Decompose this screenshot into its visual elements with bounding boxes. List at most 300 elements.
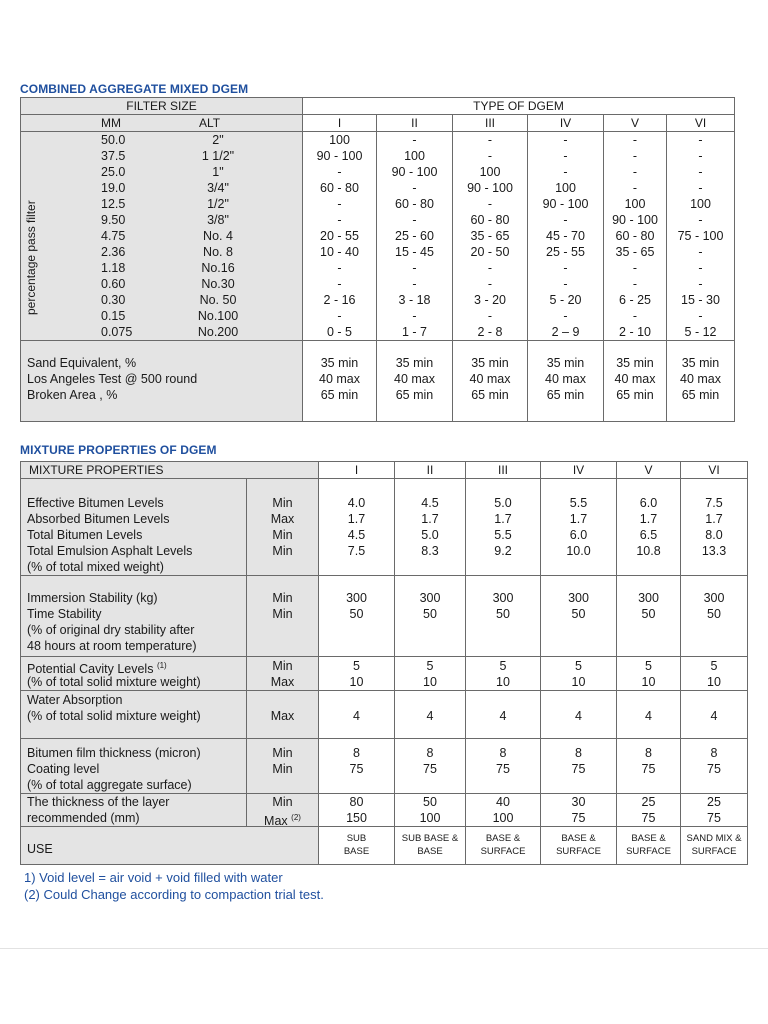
mixture-value: 10 — [496, 675, 510, 689]
mixture-value: 300 — [419, 591, 441, 605]
mixture-value: 13.3 — [701, 544, 727, 558]
use-cell-iv: BASE & SURFACE — [541, 827, 617, 865]
gradation-value: 10 - 40 — [320, 245, 359, 259]
use-label: USE — [27, 842, 53, 856]
mixture-value-cell — [541, 794, 617, 827]
mixture-value-cell — [541, 691, 617, 739]
aggregate-property-value: 40 max — [680, 372, 721, 386]
gradation-value: 25 - 55 — [546, 245, 585, 259]
mixture-property-label: (% of total mixed weight) — [27, 560, 164, 574]
mixture-value-cell — [466, 479, 541, 576]
mixture-value: 50 — [423, 607, 437, 621]
mm-header: MM — [101, 116, 121, 130]
use-cell-iii: BASE & SURFACE — [466, 827, 541, 865]
mixture-value: 25 — [641, 795, 656, 809]
mixture-property-label-cell — [21, 794, 247, 827]
mixture-value-cell — [395, 691, 466, 739]
gradation-value: - — [487, 149, 493, 163]
mixture-value: 4 — [426, 709, 434, 723]
gradation-value: 2 – 9 — [551, 325, 580, 339]
alt-header: ALT — [199, 116, 221, 130]
gradation-value: 100 — [690, 197, 711, 211]
mixture-row — [21, 794, 748, 827]
mixture-value: 50 — [641, 607, 656, 621]
alt-value: 3/8" — [207, 213, 229, 227]
gradation-value: - — [337, 277, 342, 291]
use-cell-i: SUB BASE — [319, 827, 395, 865]
mixture-value-cell — [466, 576, 541, 657]
mm-value: 0.075 — [101, 325, 133, 339]
limit-value: Min — [272, 746, 293, 760]
aggregate-property-value: 35 min — [616, 356, 654, 370]
gradation-value: - — [487, 309, 493, 323]
gradation-value: - — [632, 277, 638, 291]
alt-value: 2" — [212, 133, 224, 147]
gradation-value: - — [698, 149, 703, 163]
gradation-value: - — [698, 181, 703, 195]
gradation-value: - — [412, 181, 417, 195]
mm-value: 0.15 — [101, 309, 126, 323]
use-cell-v: BASE & SURFACE — [617, 827, 681, 865]
gradation-value: - — [337, 165, 342, 179]
aggregate-property-value: 40 max — [319, 372, 360, 386]
mixture-value-cell — [319, 576, 395, 657]
type-header-i: I — [303, 115, 377, 132]
mixture-value: 4 — [499, 709, 507, 723]
aggregate-property-value: 65 min — [395, 388, 434, 402]
mixture-value: 50 — [496, 607, 510, 621]
mixture-value: 10 — [571, 675, 586, 689]
mixture-value-cell — [319, 691, 395, 739]
mixture-value: 8 — [353, 746, 360, 760]
mm-value: 9.50 — [101, 213, 126, 227]
gradation-value: 20 - 55 — [320, 229, 359, 243]
alt-value: No.16 — [201, 261, 235, 275]
limit-value: Min — [272, 795, 293, 809]
mixture-value: 4 — [645, 709, 652, 723]
gradation-column-i — [303, 132, 376, 340]
gradation-value: - — [698, 133, 703, 147]
gradation-value: 2 - 16 — [323, 293, 356, 307]
gradation-column-vi — [667, 132, 734, 340]
mixture-value: 300 — [638, 591, 659, 605]
footnote-2: (2) Could Change according to compaction trial test. — [24, 887, 324, 902]
mixture-value-cell — [681, 479, 748, 576]
filter-size-header: FILTER SIZE — [21, 98, 303, 115]
aggregate-property-value: 35 min — [681, 356, 720, 370]
aggregate-property-value: 40 max — [545, 372, 586, 386]
mixture-value-cell — [466, 794, 541, 827]
mixture-value: 5 — [426, 659, 434, 673]
table2-title: MIXTURE PROPERTIES OF DGEM — [20, 443, 217, 457]
gradation-value: 5 - 12 — [684, 325, 717, 339]
mixture-property-label: Coating level — [27, 762, 100, 776]
mixture-value: 1.7 — [639, 512, 658, 526]
gradation-value: 35 - 65 — [470, 229, 510, 243]
limit-value: Min — [272, 496, 293, 510]
m-type-header-ii: II — [395, 462, 466, 479]
limit-value: Min — [272, 659, 293, 673]
gradation-value: 2 - 10 — [619, 325, 651, 339]
mixture-value-cell — [681, 691, 748, 739]
mixture-value-cell — [319, 479, 395, 576]
mixture-value-cell — [681, 576, 748, 657]
aggregate-property-value: 40 max — [469, 372, 511, 386]
mixture-property-label: Total Bitumen Levels — [27, 528, 143, 542]
limit-value: Max — [270, 709, 295, 723]
gradation-value: - — [412, 133, 417, 147]
gradation-value: - — [632, 181, 638, 195]
mixture-value-cell — [395, 479, 466, 576]
mixture-value: 6.0 — [639, 496, 658, 510]
gradation-value: - — [337, 197, 342, 211]
gradation-value: 45 - 70 — [546, 229, 585, 243]
mixture-value-cell — [541, 479, 617, 576]
mixture-value: 8 — [645, 746, 652, 760]
gradation-value: - — [632, 309, 638, 323]
mm-value: 25.0 — [101, 165, 126, 179]
mixture-value: 1.7 — [494, 512, 512, 526]
footnote-ref: (2) — [291, 813, 301, 822]
mixture-value: 10 — [349, 675, 364, 689]
limit-value: Min — [272, 528, 293, 542]
gradation-value: 3 - 18 — [398, 293, 431, 307]
gradation-value: - — [412, 213, 417, 227]
mixture-value: 75 — [496, 762, 510, 776]
mixture-value: 5 — [710, 659, 718, 673]
gradation-value: 15 - 45 — [395, 245, 434, 259]
gradation-value: - — [412, 261, 417, 275]
gradation-value: - — [487, 197, 493, 211]
mixture-value-cell — [541, 576, 617, 657]
gradation-value: - — [487, 277, 493, 291]
gradation-column-v — [604, 132, 666, 340]
type-header-iv: IV — [528, 115, 604, 132]
alt-value: No.100 — [197, 309, 239, 323]
mixture-value: 10 — [423, 675, 437, 689]
mixture-property-label: Potential Cavity Levels $^{(1)}$ — [27, 661, 167, 677]
limit-cell — [247, 479, 319, 576]
limit-cell — [247, 739, 319, 794]
mixture-value-cell — [395, 794, 466, 827]
mixture-value-cell — [681, 657, 748, 691]
mixture-value: 100 — [492, 811, 514, 825]
mixture-value: 150 — [346, 811, 367, 825]
mixture-value-cell — [681, 794, 748, 827]
type-header-vi: VI — [667, 115, 735, 132]
aggregate-property-value: 40 max — [614, 372, 656, 386]
mixture-value: 75 — [707, 811, 721, 825]
mixture-property-label-cell — [21, 657, 247, 691]
broken-area-label: Broken Area , % — [27, 388, 118, 402]
gradation-value: 35 - 65 — [615, 245, 655, 259]
mixture-value-cell — [395, 739, 466, 794]
alt-column — [171, 132, 265, 340]
mm-value: 12.5 — [101, 197, 126, 211]
mixture-value: 5 — [645, 659, 652, 673]
gradation-value: 100 — [479, 165, 501, 179]
gradation-value: - — [487, 133, 493, 147]
mixture-value-cell — [466, 739, 541, 794]
mixture-value: 5.5 — [569, 496, 588, 510]
gradation-value: - — [563, 133, 568, 147]
gradation-value: 100 — [329, 133, 350, 147]
mm-value: 4.75 — [101, 229, 126, 243]
aggregate-property-value: 65 min — [471, 388, 509, 402]
gradation-value: 3 - 20 — [474, 293, 506, 307]
mixture-value: 75 — [571, 762, 586, 776]
mixture-property-label-cell — [21, 576, 247, 657]
mm-value: 2.36 — [101, 245, 126, 259]
m-type-header-vi: VI — [681, 462, 748, 479]
gradation-value: - — [337, 309, 342, 323]
mixture-value-cell — [617, 479, 681, 576]
mixture-value-cell — [319, 794, 395, 827]
mixture-value: 10.0 — [566, 544, 591, 558]
mixture-value: 8 — [575, 746, 582, 760]
gradation-value: 60 - 80 — [470, 213, 510, 227]
mixture-value: 50 — [571, 607, 586, 621]
mixture-property-label: (% of original dry stability after — [27, 623, 195, 637]
gradation-value: - — [563, 149, 568, 163]
gradation-value: - — [337, 261, 342, 275]
mixture-value: 5.5 — [494, 528, 512, 542]
alt-value: 1 1/2" — [201, 149, 235, 163]
gradation-value: - — [632, 261, 638, 275]
mixture-property-label: Time Stability — [27, 607, 102, 621]
m-type-header-iv: IV — [541, 462, 617, 479]
gradation-value: 90 - 100 — [542, 197, 589, 211]
mm-column — [101, 132, 132, 340]
mixture-value-cell — [617, 657, 681, 691]
gradation-value: - — [698, 277, 703, 291]
mixture-property-label: (% of total solid mixture weight) — [27, 675, 201, 689]
mixture-property-label: 48 hours at room temperature) — [27, 639, 197, 653]
alt-value: No.200 — [197, 325, 239, 339]
gradation-value: 90 - 100 — [467, 181, 513, 195]
mixture-property-label: Immersion Stability (kg) — [27, 591, 158, 605]
gradation-value: 60 - 80 — [615, 229, 655, 243]
mixture-value: 8.0 — [705, 528, 723, 542]
sieve-size-cell: percentage pass filter 50.0 37.5 25.0 19.0 12.5 9.50 4.75 2.36 1.18 0.60 0.30 0.15 0.075 2" 1 1/2" 1" 3/4" 1/2" 3/8" No. 4 No. 8 No.16 No.30 No. 50 No.100 No.200 — [21, 132, 303, 341]
mixture-value-cell — [466, 657, 541, 691]
mixture-value-cell — [617, 576, 681, 657]
gradation-value: - — [698, 213, 703, 227]
mixture-value-cell — [395, 657, 466, 691]
mixture-value: 300 — [703, 591, 725, 605]
use-label-cell — [21, 827, 319, 865]
use-cell-ii: SUB BASE & BASE — [395, 827, 466, 865]
aggregate-property-value: 35 min — [395, 356, 434, 370]
gradation-value: 90 - 100 — [612, 213, 658, 227]
gradation-value: 0 - 5 — [326, 325, 352, 339]
gradation-value: - — [632, 165, 638, 179]
mixture-value: 5 — [499, 659, 507, 673]
mixture-value-cell — [617, 691, 681, 739]
mixture-value-cell — [541, 739, 617, 794]
table1-title: COMBINED AGGREGATE MIXED DGEM — [20, 82, 249, 96]
page-divider — [0, 948, 768, 949]
mixture-value: 75 — [349, 762, 364, 776]
mixture-value: 5.0 — [494, 496, 512, 510]
mixture-value-cell — [541, 657, 617, 691]
mixture-value: 75 — [641, 811, 656, 825]
aggregate-property-value: 40 max — [394, 372, 435, 386]
alt-value: No. 8 — [203, 245, 233, 259]
limit-cell — [247, 691, 319, 739]
mixture-value: 4.5 — [421, 496, 439, 510]
mixture-value: 75 — [707, 762, 721, 776]
gradation-value: 25 - 60 — [395, 229, 434, 243]
gradation-value: - — [337, 213, 342, 227]
m-type-header-i: I — [319, 462, 395, 479]
mixture-property-label: Absorbed Bitumen Levels — [27, 512, 170, 526]
gradation-value: 15 - 30 — [681, 293, 720, 307]
mixture-value: 300 — [568, 591, 589, 605]
mixture-value: 4.5 — [347, 528, 366, 542]
gradation-value: 60 - 80 — [395, 197, 434, 211]
mixture-value: 6.5 — [639, 528, 658, 542]
gradation-value: 90 - 100 — [316, 149, 363, 163]
m-type-header-v: V — [617, 462, 681, 479]
aggregate-property-value: 35 min — [320, 356, 359, 370]
limit-cell — [247, 657, 319, 691]
mm-value: 0.30 — [101, 293, 126, 307]
mixture-row — [21, 657, 748, 691]
limit-cell — [247, 576, 319, 657]
mixture-value: 8 — [499, 746, 507, 760]
gradation-value: - — [412, 277, 417, 291]
limit-cell — [247, 794, 319, 827]
gradation-column-iv — [528, 132, 603, 340]
gradation-value: 100 — [624, 197, 646, 211]
aggregate-property-value: 65 min — [681, 388, 720, 402]
mixture-value: 50 — [423, 795, 437, 809]
gradation-value: - — [563, 309, 568, 323]
limit-value: Min — [272, 607, 293, 621]
mixture-value: 75 — [571, 811, 586, 825]
mixture-property-label-cell — [21, 691, 247, 739]
limit-value: Max — [270, 512, 295, 526]
type-header-ii: II — [377, 115, 453, 132]
mixture-properties-header: MIXTURE PROPERTIES — [21, 462, 319, 479]
mixture-value-cell — [617, 794, 681, 827]
mixture-value: 80 — [349, 795, 364, 809]
footnote-ref: (1) — [156, 661, 167, 670]
gradation-value: - — [412, 309, 417, 323]
limit-value: Min — [272, 762, 293, 776]
mixture-value: 4.0 — [347, 496, 366, 510]
mm-value: 1.18 — [101, 261, 126, 275]
aggregate-property-value: 65 min — [320, 388, 359, 402]
mixture-value: 4 — [575, 709, 582, 723]
mixture-value: 5 — [353, 659, 360, 673]
gradation-value: 6 - 25 — [619, 293, 651, 307]
gradation-value: - — [563, 165, 568, 179]
gradation-value: 60 - 80 — [320, 181, 359, 195]
limit-value: Max $^{(2)}$ — [264, 813, 301, 829]
aggregate-property-value: 35 min — [471, 356, 509, 370]
mixture-properties-table — [20, 461, 748, 865]
mixture-property-label: Total Emulsion Asphalt Levels — [27, 544, 193, 558]
los-angeles-label: Los Angeles Test @ 500 round — [27, 372, 198, 386]
mm-alt-header — [21, 115, 303, 132]
footnote-1: 1) Void level = air void + void filled with water — [24, 870, 283, 885]
type-header-iii: III — [453, 115, 528, 132]
mixture-value: 1.7 — [421, 512, 439, 526]
mixture-value: 10 — [641, 675, 656, 689]
mm-value: 19.0 — [101, 181, 126, 195]
mixture-row — [21, 691, 748, 739]
mixture-property-label: Effective Bitumen Levels — [27, 496, 164, 510]
gradation-value: 5 - 20 — [549, 293, 582, 307]
mixture-value: 10.8 — [636, 544, 661, 558]
aggregate-property-value: 35 min — [546, 356, 585, 370]
gradation-value: - — [632, 133, 638, 147]
mm-value: 50.0 — [101, 133, 126, 147]
mixture-value: 75 — [641, 762, 656, 776]
mixture-property-label: The thickness of the layer — [27, 795, 170, 809]
mixture-row — [21, 739, 748, 794]
mixture-value-cell — [319, 657, 395, 691]
gradation-value: - — [632, 149, 638, 163]
gradation-value: - — [563, 261, 568, 275]
mixture-value: 50 — [707, 607, 721, 621]
mixture-value: 25 — [707, 795, 721, 809]
type-header-v: V — [604, 115, 667, 132]
type-of-dgem-header: TYPE OF DGEM — [303, 98, 735, 115]
mixture-value: 6.0 — [569, 528, 588, 542]
mixture-property-label: Water Absorption — [27, 693, 123, 707]
gradation-value: - — [698, 245, 703, 259]
mixture-value: 4 — [710, 709, 718, 723]
mixture-value-cell — [395, 576, 466, 657]
gradation-value: 100 — [404, 149, 425, 163]
gradation-value: - — [563, 277, 568, 291]
mixture-value: 1.7 — [705, 512, 723, 526]
gradation-value: - — [563, 213, 568, 227]
mixture-row — [21, 479, 748, 576]
mixture-property-label: recommended (mm) — [27, 811, 140, 825]
gradation-value: 1 - 7 — [401, 325, 427, 339]
mixture-value: 8 — [710, 746, 718, 760]
mixture-row — [21, 576, 748, 657]
mixture-property-label: Bitumen film thickness (micron) — [27, 746, 201, 760]
gradation-value: 20 - 50 — [470, 245, 510, 259]
gradation-column-iii — [453, 132, 527, 340]
mixture-value: 40 — [496, 795, 510, 809]
mixture-value: 5.0 — [421, 528, 439, 542]
mixture-value: 100 — [419, 811, 441, 825]
gradation-column-ii — [377, 132, 452, 340]
mixture-value: 1.7 — [347, 512, 366, 526]
mixture-value: 8 — [426, 746, 434, 760]
gradation-value: 90 - 100 — [391, 165, 438, 179]
aggregate-properties-cell — [21, 341, 303, 422]
gradation-value: - — [698, 165, 703, 179]
sand-equivalent-label: Sand Equivalent, % — [27, 356, 137, 370]
m-type-header-iii: III — [466, 462, 541, 479]
aggregate-property-value: 65 min — [546, 388, 585, 402]
gradation-value: - — [698, 261, 703, 275]
mixture-value: 4 — [353, 709, 360, 723]
mixture-value: 75 — [423, 762, 437, 776]
mixture-value: 300 — [346, 591, 367, 605]
mixture-value: 8.3 — [421, 544, 439, 558]
mixture-value: 30 — [571, 795, 586, 809]
mixture-value: 7.5 — [347, 544, 366, 558]
mixture-property-label: (% of total aggregate surface) — [27, 778, 192, 792]
